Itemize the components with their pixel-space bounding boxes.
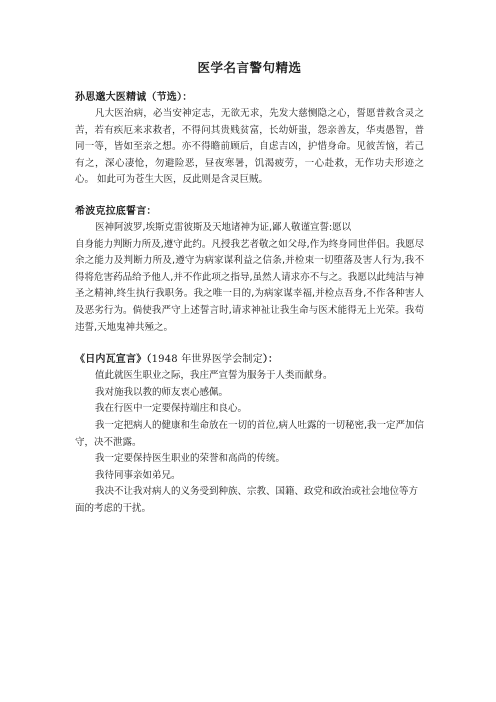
section-heading [75,352,424,367]
section-sun-simiao [75,90,424,189]
section-heading-note: 1948 年世界医学会制定 [151,354,263,366]
document-title: 医学名言警句精选 [197,60,302,75]
declaration-line: 值此就医生职业之际，我庄严宣誓为服务于人类而献身。 [94,370,333,382]
section-heading: 希波克拉底誓言： [75,205,157,217]
section-heading-start: 《日内瓦宣言》（ [75,354,152,366]
section-hippocratic-oath [75,204,424,336]
document-page [75,60,424,517]
section-paragraph: 凡大医治病，必当安神定志，无欲无求，先发大慈恻隐之心，誓愿普救含灵之苦，若有疾厄来求救者，不得问其贵贱贫富，长幼妍蚩，怨亲善友，华夷愚智，普同一等，皆如至亲之想。亦不得瞻前顾后，自虑吉凶，护惜身命。见彼苦恼，若己有之，深心凄怆，勿避险恶，昼夜寒暑，饥渴疲劳，一心赴救，无作功夫形迹之心。 如此可为苍生大医，反此则是含灵巨贼。 [75,108,424,186]
section-paragraph: 自身能力判断力所及,遵守此约。凡授我艺者敬之如父母,作为终身同世伴侣。我愿尽余之能力及判断力所及,遵守为病家谋利益之信条,并检束一切堕落及害人行为,我不得将危害药品给予他人,并不作此项之指导,虽然人请求亦不与之。我愿以此纯洁与神圣之精神,终生执行我职务。我之唯一目的,为病家谋幸福,并检点吾身,不作各种害人及恶劣行为。倘使我严守上述誓言时,请求神祉让我生命与医术能得无上光荣。我苟违誓,天地鬼神共殛之。 [75,238,424,333]
declaration-line: 我决不让我对病人的义务受到种族、宗教、国籍、政党和政治或社会地位等方面的考虑的干扰。 [75,486,418,514]
declaration-line: 我对施我以教的师友衷心感佩。 [94,386,228,398]
declaration-line: 我在行医中一定要保持端庄和良心。 [94,403,247,415]
declaration-line: 我一定把病人的健康和生命放在一切的首位,病人吐露的一切秘密,我一定严加信守，决不泄露。 [75,419,424,448]
section-paragraph-first-line: 医神阿波罗,埃斯克雷彼斯及天地诸神为证,鄙人敬谨宣誓:愿以 [94,221,352,233]
declaration-line: 我一定要保持医生职业的荣誉和高尚的传统。 [94,453,285,465]
section-geneva-declaration [75,352,424,517]
declaration-line: 我待同事亲如弟兄。 [94,469,181,481]
section-heading: 孙思邈大医精诚（节选）： [75,92,193,103]
section-heading-end: ）： [262,354,279,366]
